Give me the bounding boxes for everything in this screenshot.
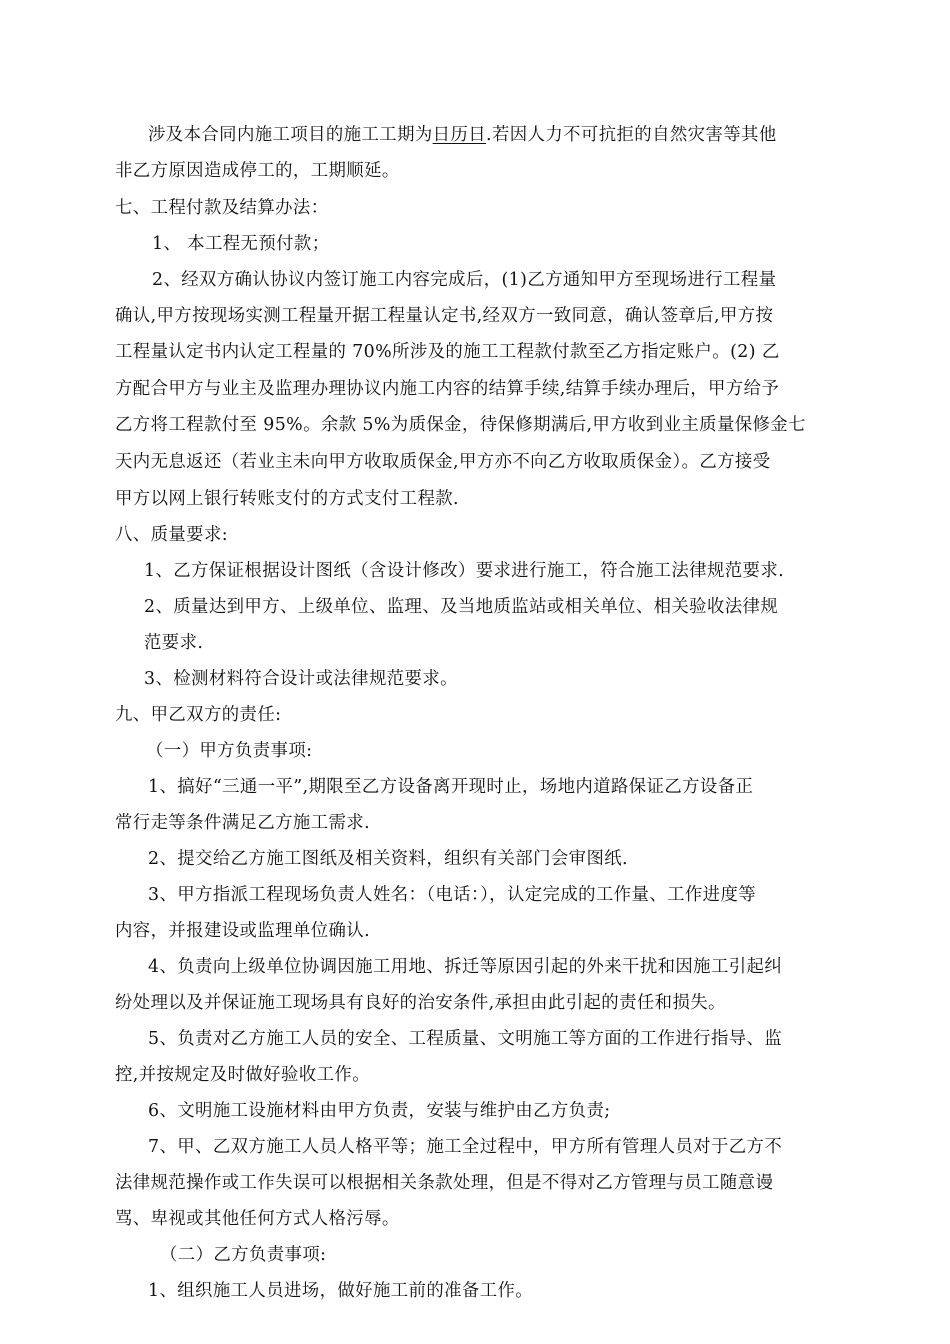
subsection-heading: （一）甲方负责事项: [146, 741, 313, 761]
text-line: 控,并按规定及时做好验收工作。 [115, 1065, 370, 1085]
text-line: 5、负责对乙方施工人员的安全、工程质量、文明施工等方面的工作进行指导、监 [148, 1029, 783, 1049]
section-heading: 九、甲乙双方的责任: [115, 705, 282, 725]
text-line: 常行走等条件满足乙方施工需求. [115, 813, 370, 833]
section-heading: 八、质量要求: [115, 525, 229, 545]
text-line: 1、 本工程无预付款； [152, 234, 330, 254]
text-line: 3、甲方指派工程现场负责人姓名：（电话：），认定完成的工作量、工作进度等 [148, 885, 757, 905]
text-line: 2、经双方确认协议内签订施工内容完成后，(1)乙方通知甲方至现场进行工程量 [152, 270, 777, 290]
text-line: 6、文明施工设施材料由甲方负责，安装与维护由乙方负责; [148, 1101, 611, 1121]
text-line: 内容，并报建设或监理单位确认. [115, 921, 370, 941]
text-line: 2、质量达到甲方、上级单位、监理、及当地质监站或相关单位、相关验收法律规 [144, 597, 779, 617]
text-line: 骂、卑视或其他任何方式人格污辱。 [115, 1209, 400, 1229]
text-line: 1、搞好“三通一平”,期限至乙方设备离开现时止，场地内道路保证乙方设备正 [148, 777, 754, 797]
text-line: 2、提交给乙方施工图纸及相关资料，组织有关部门会审图纸. [148, 849, 628, 869]
underlined-term: 日历日 [432, 125, 487, 145]
text-line: 天内无息返还（若业主未向甲方收取质保金,甲方亦不向乙方收取质保金）。乙方接受 [115, 452, 771, 472]
text-line: 法律规范操作或工作失误可以根据相关条款处理，但是不得对乙方管理与员工随意谩 [115, 1173, 774, 1193]
text-line: 7、甲、乙双方施工人员人格平等；施工全过程中，甲方所有管理人员对于乙方不 [148, 1137, 783, 1157]
text-line: 4、负责向上级单位协调因施工用地、拆迁等原因引起的外来干扰和因施工引起纠 [148, 957, 783, 977]
text-span: .若因人力不可抗拒的自然灾害等其他 [486, 125, 777, 145]
text-line: 1、乙方保证根据设计图纸（含设计修改）要求进行施工，符合施工法律规范要求. [144, 561, 785, 581]
text-line: 确认,甲方按现场实测工程量开据工程量认定书,经双方一致同意，确认签章后,甲方按 [115, 306, 774, 326]
text-line: 工程量认定书内认定工程量的 70%所涉及的施工工程款付款至乙方指定账户。(2) 乙 [115, 342, 780, 362]
text-line: 3、检测材料符合设计或法律规范要求。 [144, 669, 458, 689]
text-line: 方配合甲方与业主及监理办理协议内施工内容的结算手续,结算手续办理后，甲方给予 [115, 379, 780, 399]
text-line: 1、组织施工人员进场，做好施工前的准备工作。 [148, 1281, 534, 1301]
text-line: 非乙方原因造成停工的，工期顺延。 [115, 161, 400, 181]
text-span: 涉及本合同内施工项目的施工工期为 [148, 125, 433, 145]
text-line: 纷处理以及并保证施工现场具有良好的治安条件,承担由此引起的责任和损失。 [115, 993, 726, 1013]
section-heading: 七、工程付款及结算办法： [115, 198, 329, 218]
subsection-heading: （二）乙方负责事项: [160, 1245, 327, 1265]
text-line: 乙方将工程款付至 95%。余款 5%为质保金，待保修期满后,甲方收到业主质量保修金七 [115, 415, 806, 435]
text-line: 甲方以网上银行转账支付的方式支付工程款. [115, 489, 459, 509]
text-line: 范要求. [144, 633, 204, 653]
text-line [148, 123, 777, 147]
